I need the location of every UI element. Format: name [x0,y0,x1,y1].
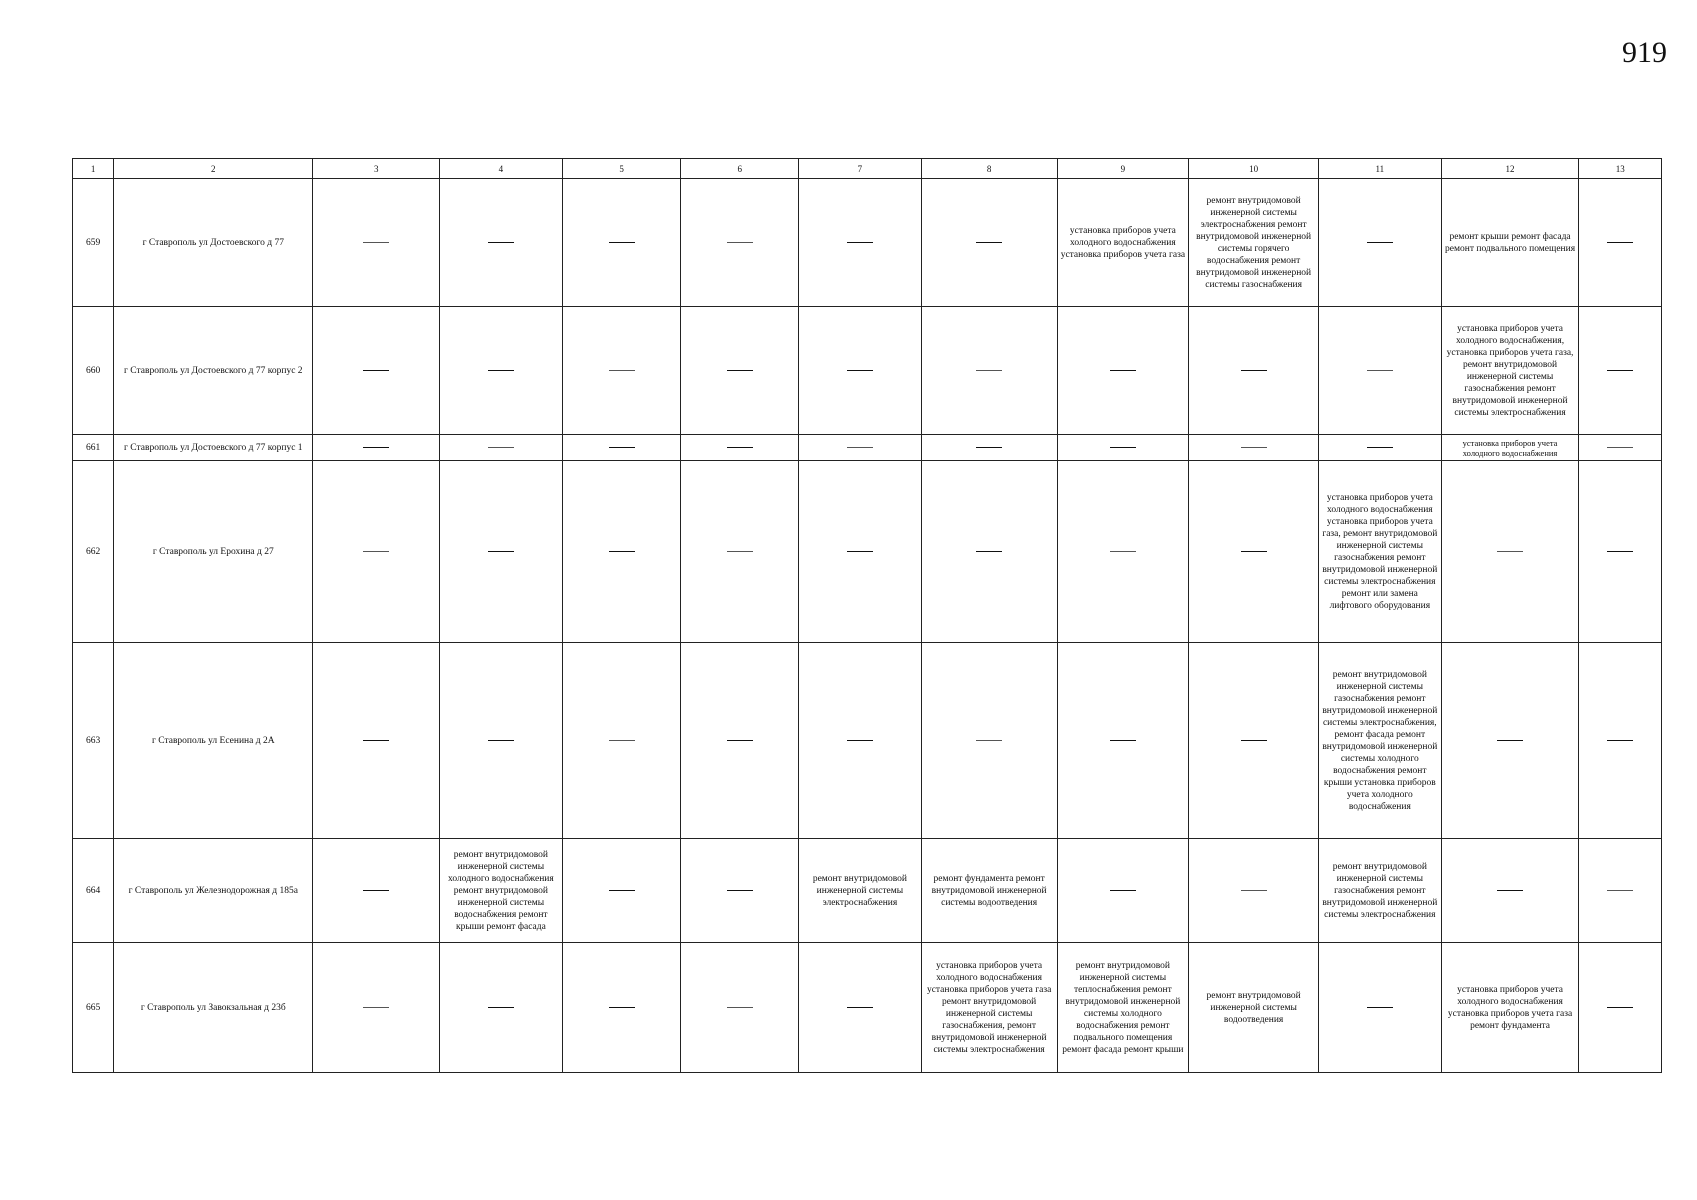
dash-mark [488,370,514,371]
dash-mark [1241,447,1267,448]
row-number: 660 [73,307,114,435]
empty-dash-cell [681,943,799,1073]
dash-mark [1367,242,1393,243]
column-header: 7 [799,159,922,179]
address-cell: г Ставрополь ул Завокзальная д 23б [114,943,313,1073]
dash-mark [976,242,1002,243]
empty-dash-cell [313,435,440,461]
dash-mark [1110,447,1136,448]
empty-dash-cell [562,943,681,1073]
empty-dash-cell [681,643,799,839]
empty-dash-cell [440,179,563,307]
empty-dash-cell [1579,839,1662,943]
dash-mark [1497,890,1523,891]
empty-dash-cell [1057,643,1189,839]
empty-dash-cell [681,461,799,643]
column-header: 4 [440,159,563,179]
dash-mark [363,447,389,448]
empty-dash-cell [1579,307,1662,435]
work-description-cell: ремонт внутридомовой инженерной системы электроснабжения ремонт внутридомовой инженерной системы горячего водоснабжения ремонт внутридомовой инженерной системы газоснабжения [1189,179,1319,307]
dash-mark [847,551,873,552]
work-description-cell: ремонт крыши ремонт фасада ремонт подвального помещения [1441,179,1579,307]
work-description-cell: установка приборов учета холодного водоснабжения, установка приборов учета газа, ремонт внутридомовой инженерной системы газоснабжения ремонт внутридомовой инженерной системы электроснабжения [1441,307,1579,435]
table-row [73,943,1662,1073]
column-header: 3 [313,159,440,179]
empty-dash-cell [1579,461,1662,643]
empty-dash-cell [1057,461,1189,643]
dash-mark [1367,1007,1393,1008]
dash-mark [363,370,389,371]
dash-mark [1110,551,1136,552]
empty-dash-cell [921,179,1057,307]
empty-dash-cell [921,461,1057,643]
row-number: 662 [73,461,114,643]
column-header: 13 [1579,159,1662,179]
dash-mark [847,242,873,243]
empty-dash-cell [1189,839,1319,943]
empty-dash-cell [799,307,922,435]
empty-dash-cell [562,179,681,307]
work-description-cell: установка приборов учета холодного водоснабжения [1441,435,1579,461]
column-header: 10 [1189,159,1319,179]
dash-mark [488,740,514,741]
empty-dash-cell [562,839,681,943]
empty-dash-cell [313,643,440,839]
dash-mark [1607,551,1633,552]
row-number: 659 [73,179,114,307]
empty-dash-cell [440,307,563,435]
table-row [73,643,1662,839]
empty-dash-cell [562,307,681,435]
dash-mark [609,370,635,371]
dash-mark [847,447,873,448]
empty-dash-cell [1318,307,1441,435]
dash-mark [609,1007,635,1008]
dash-mark [727,1007,753,1008]
work-description-cell: ремонт внутридомовой инженерной системы теплоснабжения ремонт внутридомовой инженерной системы холодного водоснабжения ремонт подвального помещения ремонт фасада ремонт крыши [1057,943,1189,1073]
column-header: 11 [1318,159,1441,179]
dash-mark [609,551,635,552]
dash-mark [609,447,635,448]
address-cell: г Ставрополь ул Достоевского д 77 корпус 1 [114,435,313,461]
row-number: 665 [73,943,114,1073]
empty-dash-cell [313,943,440,1073]
dash-mark [363,890,389,891]
dash-mark [488,1007,514,1008]
row-number: 664 [73,839,114,943]
dash-mark [1497,740,1523,741]
dash-mark [363,740,389,741]
empty-dash-cell [1441,643,1579,839]
dash-mark [609,242,635,243]
dash-mark [727,447,753,448]
work-description-cell: установка приборов учета холодного водоснабжения установка приборов учета газа, ремонт внутридомовой инженерной системы газоснабжения ремонт внутридомовой инженерной системы электроснабжения ремонт или замена лифтового оборудования [1318,461,1441,643]
empty-dash-cell [799,643,922,839]
dash-mark [847,740,873,741]
empty-dash-cell [1189,435,1319,461]
dash-mark [847,1007,873,1008]
dash-mark [727,551,753,552]
table-body [73,179,1662,1073]
column-header: 8 [921,159,1057,179]
work-description-cell: установка приборов учета холодного водоснабжения установка приборов учета газа ремонт внутридомовой инженерной системы газоснабжения, ремонт внутридомовой инженерной системы электроснабжения [921,943,1057,1073]
work-description-cell: ремонт внутридомовой инженерной системы электроснабжения [799,839,922,943]
empty-dash-cell [1189,307,1319,435]
address-cell: г Ставрополь ул Достоевского д 77 [114,179,313,307]
empty-dash-cell [1579,943,1662,1073]
empty-dash-cell [1579,643,1662,839]
dash-mark [1607,1007,1633,1008]
table-row [73,839,1662,943]
work-description-cell: ремонт внутридомовой инженерной системы водоотведения [1189,943,1319,1073]
empty-dash-cell [1318,179,1441,307]
dash-mark [1241,370,1267,371]
column-header: 12 [1441,159,1579,179]
empty-dash-cell [799,179,922,307]
empty-dash-cell [440,435,563,461]
address-cell: г Ставрополь ул Железнодорожная д 185а [114,839,313,943]
works-register-table [72,158,1662,1073]
dash-mark [488,242,514,243]
empty-dash-cell [799,461,922,643]
empty-dash-cell [799,435,922,461]
empty-dash-cell [1057,435,1189,461]
empty-dash-cell [313,461,440,643]
work-description-cell: установка приборов учета холодного водоснабжения установка приборов учета газа ремонт фундамента [1441,943,1579,1073]
dash-mark [363,551,389,552]
empty-dash-cell [1189,643,1319,839]
empty-dash-cell [313,839,440,943]
row-number: 663 [73,643,114,839]
empty-dash-cell [313,307,440,435]
empty-dash-cell [681,179,799,307]
empty-dash-cell [1579,179,1662,307]
dash-mark [609,890,635,891]
empty-dash-cell [921,307,1057,435]
empty-dash-cell [1057,307,1189,435]
dash-mark [1241,740,1267,741]
empty-dash-cell [440,643,563,839]
empty-dash-cell [1189,461,1319,643]
table-row [73,461,1662,643]
page-number: 919 [1622,36,1667,69]
column-header: 5 [562,159,681,179]
dash-mark [847,370,873,371]
empty-dash-cell [440,943,563,1073]
dash-mark [488,551,514,552]
empty-dash-cell [1318,435,1441,461]
dash-mark [1497,551,1523,552]
dash-mark [727,890,753,891]
empty-dash-cell [1579,435,1662,461]
dash-mark [976,447,1002,448]
dash-mark [1367,447,1393,448]
dash-mark [1607,242,1633,243]
column-header: 2 [114,159,313,179]
column-header: 1 [73,159,114,179]
dash-mark [488,447,514,448]
dash-mark [1241,890,1267,891]
dash-mark [363,242,389,243]
work-description-cell: установка приборов учета холодного водоснабжения установка приборов учета газа [1057,179,1189,307]
dash-mark [363,1007,389,1008]
dash-mark [1607,447,1633,448]
empty-dash-cell [1318,943,1441,1073]
empty-dash-cell [562,435,681,461]
empty-dash-cell [921,643,1057,839]
column-header: 9 [1057,159,1189,179]
dash-mark [976,740,1002,741]
work-description-cell: ремонт внутридомовой инженерной системы газоснабжения ремонт внутридомовой инженерной системы электроснабжения [1318,839,1441,943]
empty-dash-cell [681,435,799,461]
dash-mark [1607,740,1633,741]
table-row [73,435,1662,461]
empty-dash-cell [313,179,440,307]
empty-dash-cell [921,435,1057,461]
table-row [73,179,1662,307]
dash-mark [1241,551,1267,552]
address-cell: г Ставрополь ул Достоевского д 77 корпус 2 [114,307,313,435]
dash-mark [1110,890,1136,891]
empty-dash-cell [562,461,681,643]
dash-mark [1607,370,1633,371]
empty-dash-cell [1441,461,1579,643]
dash-mark [1110,740,1136,741]
empty-dash-cell [1057,839,1189,943]
address-cell: г Ставрополь ул Есенина д 2А [114,643,313,839]
empty-dash-cell [440,461,563,643]
empty-dash-cell [681,307,799,435]
dash-mark [1110,370,1136,371]
column-header: 6 [681,159,799,179]
dash-mark [727,740,753,741]
row-number: 661 [73,435,114,461]
empty-dash-cell [1441,839,1579,943]
empty-dash-cell [681,839,799,943]
dash-mark [1607,890,1633,891]
work-description-cell: ремонт внутридомовой инженерной системы холодного водоснабжения ремонт внутридомовой инженерной системы водоснабжения ремонт крыши ремонт фасада [440,839,563,943]
dash-mark [727,242,753,243]
dash-mark [976,551,1002,552]
table-row [73,307,1662,435]
dash-mark [976,370,1002,371]
work-description-cell: ремонт фундамента ремонт внутридомовой инженерной системы водоотведения [921,839,1057,943]
empty-dash-cell [799,943,922,1073]
column-number-header [73,159,1662,179]
dash-mark [727,370,753,371]
address-cell: г Ставрополь ул Ерохина д 27 [114,461,313,643]
work-description-cell: ремонт внутридомовой инженерной системы газоснабжения ремонт внутридомовой инженерной системы электроснабжения, ремонт фасада ремонт внутридомовой инженерной системы холодного водоснабжения ремонт крыши установка приборов учета холодного водоснабжения [1318,643,1441,839]
dash-mark [609,740,635,741]
empty-dash-cell [562,643,681,839]
dash-mark [1367,370,1393,371]
